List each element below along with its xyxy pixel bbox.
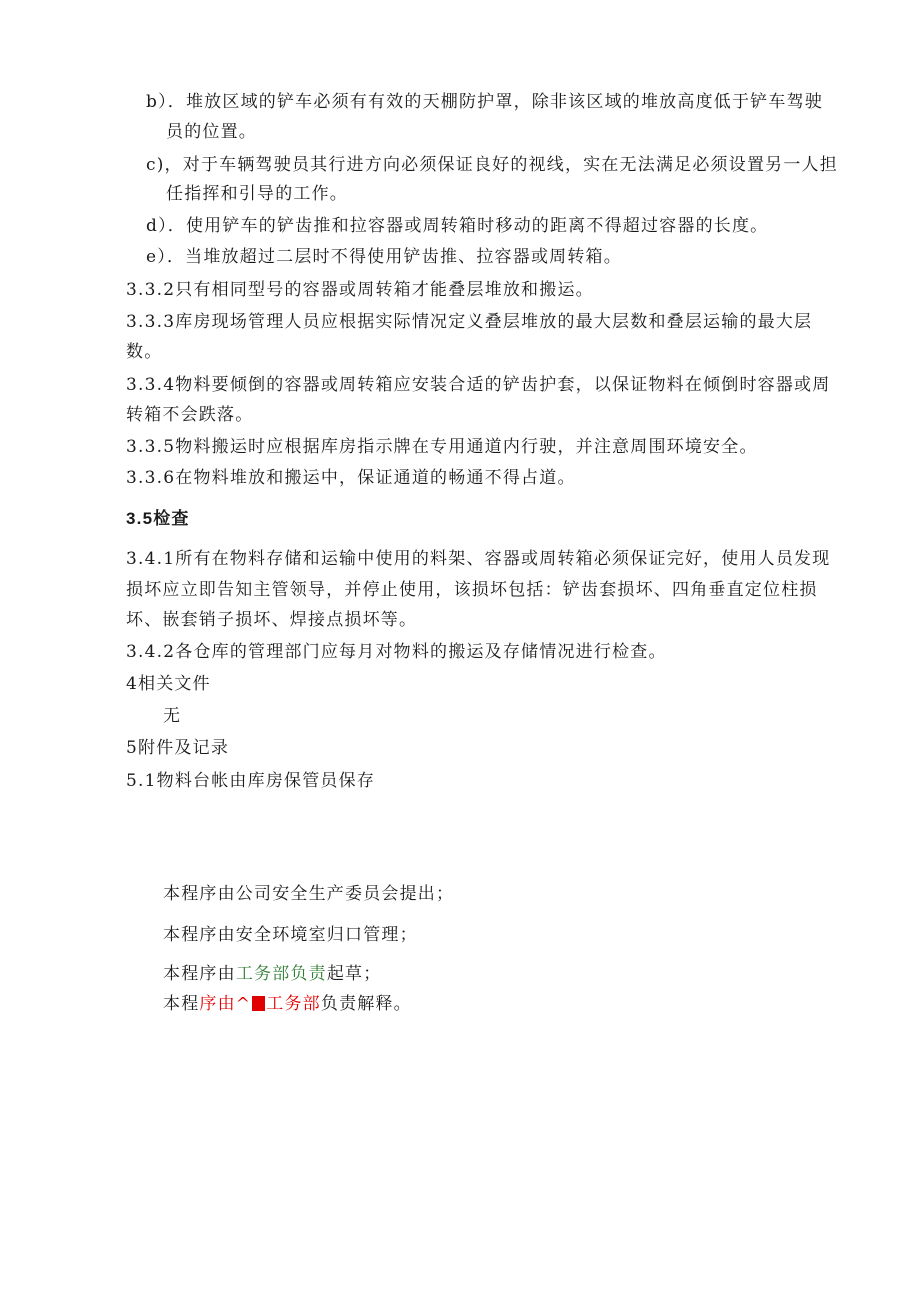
item-d-line1: d）．使用铲车的铲齿推和拉容器或周转箱时移动的距离不得超过容器的长度。	[146, 216, 769, 236]
clause-3-4-1-line2: 损坏应立即告知主管领导，并停止使用，该损坏包括：铲齿套损坏、四角垂直定位柱损	[126, 580, 818, 600]
clause-3-4-2: 3.4.2各仓库的管理部门应每月对物料的搬运及存储情况进行检查。	[126, 642, 667, 662]
clause-3-3-6: 3.3.6在物料堆放和搬运中，保证通道的畅通不得占道。	[126, 468, 576, 488]
footer-interpreted-red-text: 序由^	[199, 994, 252, 1014]
clause-3-3-3-line2: 数。	[126, 342, 163, 362]
section-3-5-heading: 3.5检查	[126, 509, 190, 528]
section-4-content: 无	[163, 706, 182, 726]
footer-line-proposed: 本程序由公司安全生产委员会提出；	[163, 884, 455, 904]
clause-3-3-2: 3.3.2只有相同型号的容器或周转箱才能叠层堆放和搬运。	[126, 280, 594, 300]
clause-3-3-4-line1: 3.3.4物料要倾倒的容器或周转箱应安装合适的铲齿护套，以保证物料在倾倒时容器或周	[126, 375, 831, 395]
item-c-line2: 任指挥和引导的工作。	[166, 184, 348, 204]
footer-line-interpreted	[163, 993, 412, 1015]
clause-5-1: 5.1物料台帐由库房保管员保存	[126, 771, 376, 791]
footer-interpreted-prefix: 本程	[163, 994, 200, 1014]
item-e-line1: e）．当堆放超过二层时不得使用铲齿推、拉容器或周转箱。	[146, 247, 622, 267]
item-b-line1: b）．堆放区域的铲车必须有有效的天棚防护罩，除非该区域的堆放高度低于铲车驾驶	[146, 92, 823, 112]
red-block-mark-icon	[252, 996, 265, 1011]
footer-line-managed: 本程序由安全环境室归口管理；	[163, 925, 418, 945]
clause-3-4-1-line3: 坏、嵌套销子损坏、焊接点损坏等。	[126, 610, 418, 630]
section-5-heading: 5附件及记录	[126, 738, 230, 758]
clause-3-3-3-line1: 3.3.3库房现场管理人员应根据实际情况定义叠层堆放的最大层数和叠层运输的最大层	[126, 312, 813, 332]
footer-drafted-suffix: 起草；	[326, 964, 382, 984]
item-b-line2: 员的位置。	[166, 122, 257, 142]
footer-drafted-prefix: 本程序由	[163, 964, 236, 984]
footer-drafted-dept: 工务部负责	[235, 964, 327, 984]
footer-interpreted-dept: 工务部	[266, 994, 321, 1014]
item-c-line1: c)，对于车辆驾驶员其行进方向必须保证良好的视线，实在无法满足必须设置另一人担	[146, 155, 838, 175]
section-4-heading: 4相关文件	[126, 674, 211, 694]
footer-line-drafted	[163, 963, 381, 985]
clause-3-3-4-line2: 转箱不会跌落。	[126, 405, 254, 425]
footer-interpreted-suffix: 负责解释。	[320, 994, 412, 1014]
clause-3-4-1-line1: 3.4.1所有在物料存储和运输中使用的料架、容器或周转箱必须保证完好，使用人员发现	[126, 549, 831, 569]
clause-3-3-5: 3.3.5物料搬运时应根据库房指示牌在专用通道内行驶，并注意周围环境安全。	[126, 437, 758, 457]
